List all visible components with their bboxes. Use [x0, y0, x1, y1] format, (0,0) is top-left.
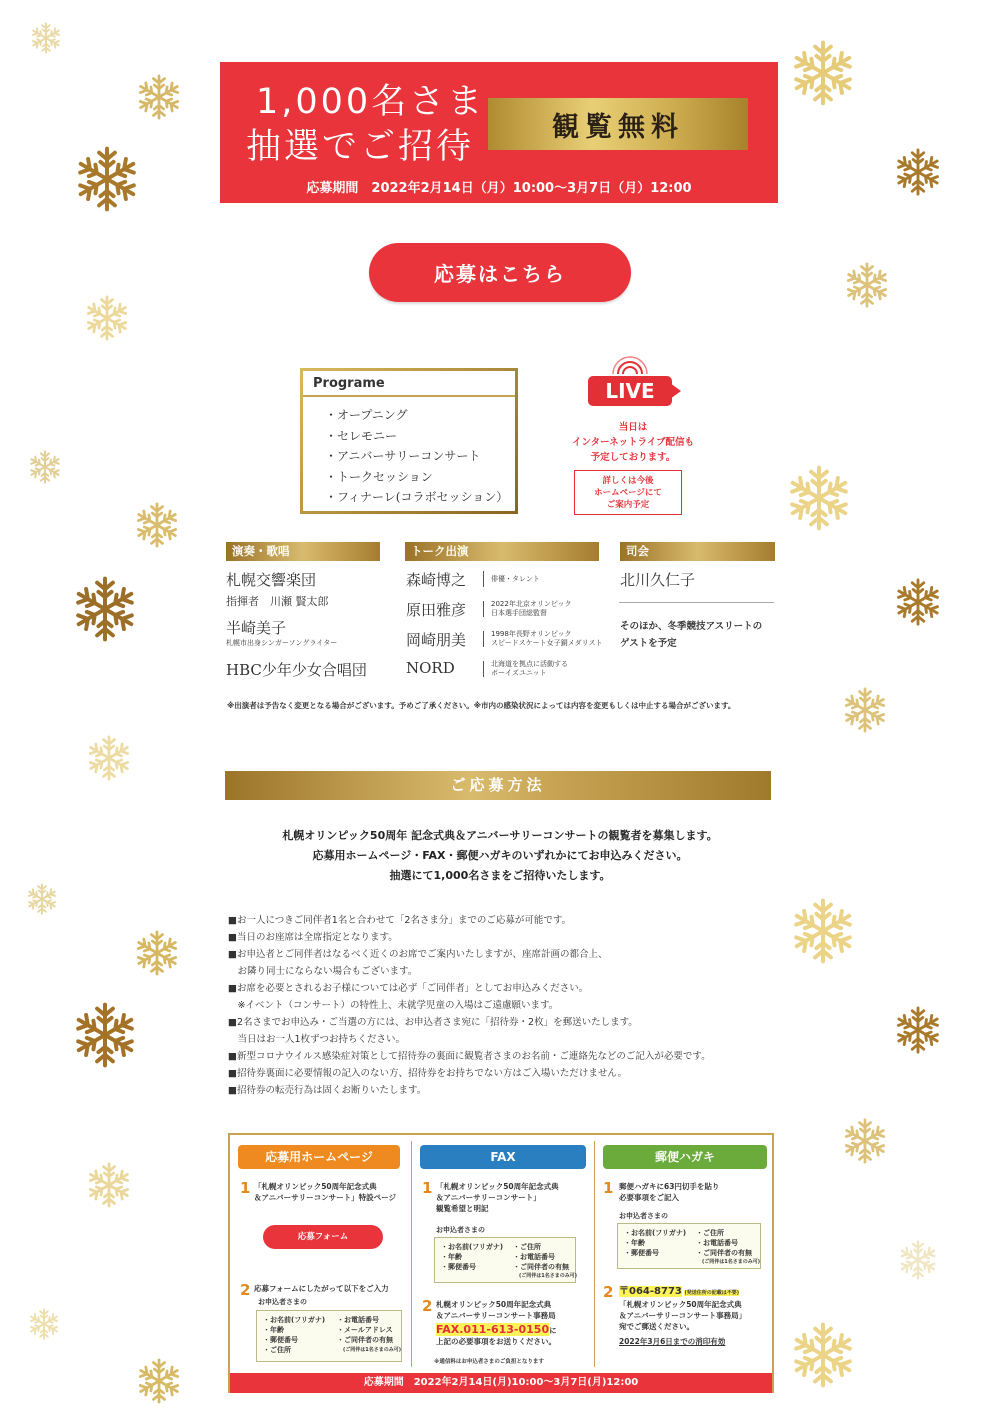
- live-text-line: 予定しております。: [590, 452, 676, 463]
- fax-step2: [436, 1299, 557, 1347]
- mail-method-title: 郵便ハガキ: [603, 1145, 767, 1169]
- note-item: ■招待券裏面に必要情報の記入のない方、招待券をお持ちでない方はご入場いただけません。: [228, 1068, 627, 1079]
- snowflake-icon: [26, 883, 58, 915]
- web-method-title: 応募用ホームページ: [238, 1145, 400, 1169]
- applicant-label: お申込者さまの: [436, 1226, 485, 1234]
- program-item: ・オープニング: [325, 408, 408, 422]
- fax-note: ※通信料はお申込者さまのご負担となります: [434, 1359, 544, 1365]
- snowflake-icon: [894, 578, 942, 626]
- talk-guest-name: 原田雅彦: [406, 601, 467, 619]
- field-item: ・年齢: [624, 1239, 645, 1247]
- live-text: [568, 420, 698, 465]
- applicant-label: お申込者さまの: [619, 1212, 668, 1220]
- note-item: ※イベント（コンサート）の特性上、未就学児童の入場はご遠慮願います。: [228, 1000, 559, 1011]
- desc-line: 北海道を拠点に活動する: [491, 660, 568, 668]
- field-item: ・お電話番号: [337, 1316, 379, 1324]
- fax-number-suffix: に: [549, 1326, 557, 1335]
- field-note: (ご同伴は1名さまのみ可): [702, 1259, 761, 1265]
- snowflake-icon: [842, 1118, 888, 1164]
- mail-method-column: [595, 1135, 772, 1373]
- performer-singer: 半崎美子: [226, 619, 287, 637]
- step-number: 2: [240, 1281, 251, 1299]
- program-title: Programe: [303, 371, 515, 397]
- talk-section-title: トーク出演: [405, 542, 599, 561]
- divider: [483, 631, 484, 647]
- desc-line: 日本選手団総監督: [491, 609, 547, 617]
- step-line: 郵便ハガキに63円切手を貼り: [619, 1182, 720, 1191]
- performer-disclaimer: ※出演者は予告なく変更となる場合がございます。予めご了承ください。※市内の感染状況によっては内容を変更もしくは中止する場合がございます。: [227, 701, 736, 710]
- note-item: ■お席を必要とされるお子様については必ず「ご同伴者」としてお申込みください。: [228, 983, 589, 994]
- deadline: 2022年3月6日までの消印有効: [619, 1337, 726, 1346]
- step-number: 1: [603, 1179, 614, 1197]
- step-line: 上記の必要事項をお送りください。: [436, 1337, 556, 1346]
- mail-fields-box: [617, 1223, 761, 1269]
- application-methods-panel: [228, 1133, 774, 1393]
- field-item: ・お名前(フリガナ): [441, 1243, 504, 1251]
- step-line: 必要事項をご記入: [619, 1193, 679, 1202]
- step-number: 1: [240, 1179, 251, 1197]
- intro-line: 札幌オリンピック50周年 記念式典＆アニバーサリーコンサートの観覧者を募集します。: [282, 829, 718, 842]
- notes-list: [228, 912, 711, 1099]
- talk-guest-name: NORD: [406, 659, 455, 677]
- field-item: ・郵便番号: [624, 1249, 659, 1257]
- snowflake-icon: [844, 262, 890, 308]
- snowflake-icon: [74, 146, 140, 212]
- note-item: お隣り同士にならない場合もございます。: [228, 966, 418, 977]
- step-line: ＆アニバーサリーコンサート」特設ページ: [254, 1193, 396, 1202]
- live-detail-box: [574, 470, 682, 515]
- step-line: 「札幌オリンピック50周年記念式典: [619, 1300, 742, 1309]
- program-list: [325, 405, 508, 508]
- live-detail-line: 詳しくは今後: [602, 476, 654, 486]
- live-text-line: インターネットライブ配信も: [571, 437, 695, 448]
- fax-method-column: [412, 1135, 594, 1373]
- note-item: ■新型コロナウイルス感染症対策として招待券の裏面に観覧者さまのお名前・ご連絡先などのご記入が必要です。: [228, 1051, 711, 1062]
- field-item: ・お名前(フリガナ): [263, 1316, 326, 1324]
- step-line: 「札幌オリンピック50周年記念式典: [254, 1182, 377, 1191]
- snowflake-icon: [136, 1358, 182, 1404]
- snowflake-icon: [28, 1308, 60, 1340]
- field-item: ・ご住所: [263, 1346, 291, 1354]
- desc-line: 1998年長野オリンピック: [491, 630, 572, 638]
- hero-headline: 1,000名さま: [256, 82, 486, 122]
- conductor: 指揮者 川瀬 賢太郎: [226, 595, 329, 608]
- talk-guest-desc: 俳優・タレント: [491, 575, 540, 583]
- step-number: 2: [603, 1283, 614, 1301]
- snowflake-icon: [786, 465, 852, 531]
- field-item: ・ご住所: [696, 1229, 724, 1237]
- talk-guest-name: 岡崎朋美: [406, 631, 467, 649]
- method-intro: [0, 826, 1000, 886]
- fax-fields-box: [434, 1237, 576, 1283]
- talk-guest-name: 森崎博之: [406, 571, 467, 589]
- snowflake-icon: [30, 22, 62, 54]
- note-item: ■招待券の転売行為は固くお断りいたします。: [228, 1085, 427, 1096]
- fax-number-line: [436, 1324, 557, 1336]
- field-item: ・ご同伴者の有無: [696, 1249, 752, 1257]
- desc-line: ボーイズユニット: [491, 669, 547, 677]
- desc-line: 2022年北京オリンピック: [491, 600, 572, 608]
- divider: [483, 601, 484, 617]
- hero-subheadline: 抽選でご招待: [246, 127, 475, 167]
- intro-line: 抽選にて1,000名さまをご招待いたします。: [389, 869, 611, 882]
- zip-line: [619, 1286, 746, 1299]
- field-item: ・年齢: [441, 1253, 462, 1261]
- fax-step1: [436, 1181, 559, 1214]
- live-text-line: 当日は: [618, 422, 648, 433]
- step-line: ＆アニバーサリーコンサート」: [436, 1193, 541, 1202]
- snowflake-icon: [134, 930, 180, 976]
- divider: [483, 571, 484, 587]
- snowflake-icon: [134, 502, 180, 548]
- live-info: [568, 352, 698, 522]
- live-badge: LIVE: [588, 376, 672, 406]
- zip-note: (発送住所の記載は不要): [684, 1290, 740, 1296]
- field-item: ・メールアドレス: [337, 1326, 393, 1334]
- method-section-title: ご応募方法: [225, 771, 771, 800]
- step-line: 「札幌オリンピック50周年記念式典: [436, 1182, 559, 1191]
- snowflake-icon: [84, 295, 130, 341]
- field-item: ・郵便番号: [263, 1336, 298, 1344]
- fax-number: FAX.011-613-0150: [436, 1323, 550, 1336]
- note-item: 当日はお一人1枚ずつお持ちください。: [228, 1034, 406, 1045]
- web-step1: [254, 1181, 396, 1203]
- field-item: ・年齢: [263, 1326, 284, 1334]
- mc-divider: [619, 602, 774, 603]
- program-item: ・トークセッション: [325, 469, 433, 484]
- talk-guest-desc: [491, 630, 603, 648]
- desc-line: スピードスケート女子銅メダリスト: [491, 639, 603, 647]
- web-step2: 応募フォームにしたがって以下をご入力: [254, 1284, 389, 1293]
- snowflake-icon: [28, 450, 62, 484]
- snowflake-icon: [894, 148, 942, 196]
- apply-button[interactable]: 応募はこちら: [369, 243, 631, 302]
- field-item: ・お電話番号: [513, 1253, 555, 1261]
- application-period: 応募期間 2022年2月14日（月）10:00〜3月7日（月）12:00: [306, 181, 692, 196]
- talk-guest-desc: [491, 660, 568, 678]
- free-admission-badge: 観覧無料: [488, 98, 748, 150]
- snowflake-icon: [790, 1322, 856, 1388]
- note-item: ■お一人につきご同伴者1名と合わせて「2名さま分」までのご応募が可能です。: [228, 915, 572, 926]
- mail-step1: [619, 1181, 719, 1203]
- field-note: (ご同伴は1名さまのみ可): [519, 1273, 578, 1279]
- performer-orchestra: 札幌交響楽団: [226, 571, 317, 589]
- step-number: 2: [422, 1297, 433, 1315]
- step-line: 札幌オリンピック50周年記念式典: [436, 1300, 552, 1309]
- applicant-label: お申込者さまの: [258, 1298, 307, 1306]
- snowflake-icon: [790, 898, 856, 964]
- mail-step2: [619, 1286, 746, 1347]
- step-line: ＆アニバーサリーコンサート事務局」: [619, 1311, 747, 1320]
- program-box: [300, 368, 518, 514]
- snowflake-icon: [72, 576, 138, 642]
- broadcast-waves-icon: [612, 352, 648, 376]
- field-item: ・郵便番号: [441, 1263, 476, 1271]
- snowflake-icon: [86, 1162, 132, 1208]
- form-button[interactable]: 応募フォーム: [263, 1225, 383, 1249]
- snowflake-icon: [898, 1240, 938, 1280]
- program-item: ・アニバーサリーコンサート: [325, 449, 481, 463]
- field-item: ・ご同伴者の有無: [337, 1336, 393, 1344]
- note-line: そのほか、冬季競技アスリートの: [620, 621, 763, 632]
- web-fields-box: [256, 1310, 402, 1362]
- field-item: ・お電話番号: [696, 1239, 738, 1247]
- program-item: ・フィナーレ(コラボセッション）: [325, 490, 509, 504]
- note-line: ゲストを予定: [620, 638, 677, 649]
- singer-description: 札幌市出身シンガーソングライター: [226, 639, 338, 647]
- talk-guest-desc: [491, 600, 572, 618]
- field-item: ・お名前(フリガナ): [624, 1229, 687, 1237]
- snowflake-icon: [136, 74, 182, 120]
- mc-name: 北川久仁子: [620, 571, 696, 589]
- performer-choir: HBC少年少女合唱団: [226, 661, 367, 679]
- hero-banner: [220, 62, 778, 203]
- note-item: ■当日のお座席は全席指定となります。: [228, 932, 398, 943]
- snowflake-icon: [842, 687, 888, 733]
- program-item: ・セレモニー: [325, 428, 398, 443]
- step-line: 宛でご郵送ください。: [619, 1322, 694, 1331]
- panel-footer-period: 応募期間 2022年2月14日(月)10:00〜3月7日(月)12:00: [230, 1373, 772, 1393]
- live-detail-line: ホームページにて: [594, 488, 662, 498]
- web-method-column: [230, 1135, 408, 1373]
- field-item: ・ご同伴者の有無: [513, 1263, 569, 1271]
- snowflake-icon: [894, 1006, 942, 1054]
- field-item: ・ご住所: [513, 1243, 541, 1251]
- snowflake-icon: [72, 1002, 138, 1068]
- divider: [483, 661, 484, 677]
- note-item: ■お申込者とご同伴者はなるべく近くのお席でご案内いたしますが、座席計画の都合上、: [228, 949, 608, 960]
- intro-line: 応募用ホームページ・FAX・郵便ハガキのいずれかにてお申込みください。: [312, 849, 688, 862]
- snowflake-icon: [86, 735, 132, 781]
- fax-method-title: FAX: [420, 1145, 586, 1169]
- field-note: (ご同伴は1名さまのみ可): [343, 1347, 402, 1353]
- mc-note: [620, 618, 762, 652]
- zip-code: 〒064-8773: [619, 1286, 682, 1297]
- step-number: 1: [422, 1179, 433, 1197]
- snowflake-icon: [790, 40, 856, 106]
- live-detail-line: ご案内予定: [606, 500, 650, 510]
- note-item: ■2名さまでお申込み・ご当選の方には、お申込者さま宛に「招待券・2枚」を郵送いたします。: [228, 1017, 638, 1028]
- step-line: ＆アニバーサリーコンサート事務局: [436, 1311, 556, 1320]
- step-line: 観覧希望と明記: [436, 1204, 489, 1213]
- mc-section-title: 司会: [620, 542, 775, 561]
- music-section-title: 演奏・歌唱: [226, 542, 380, 561]
